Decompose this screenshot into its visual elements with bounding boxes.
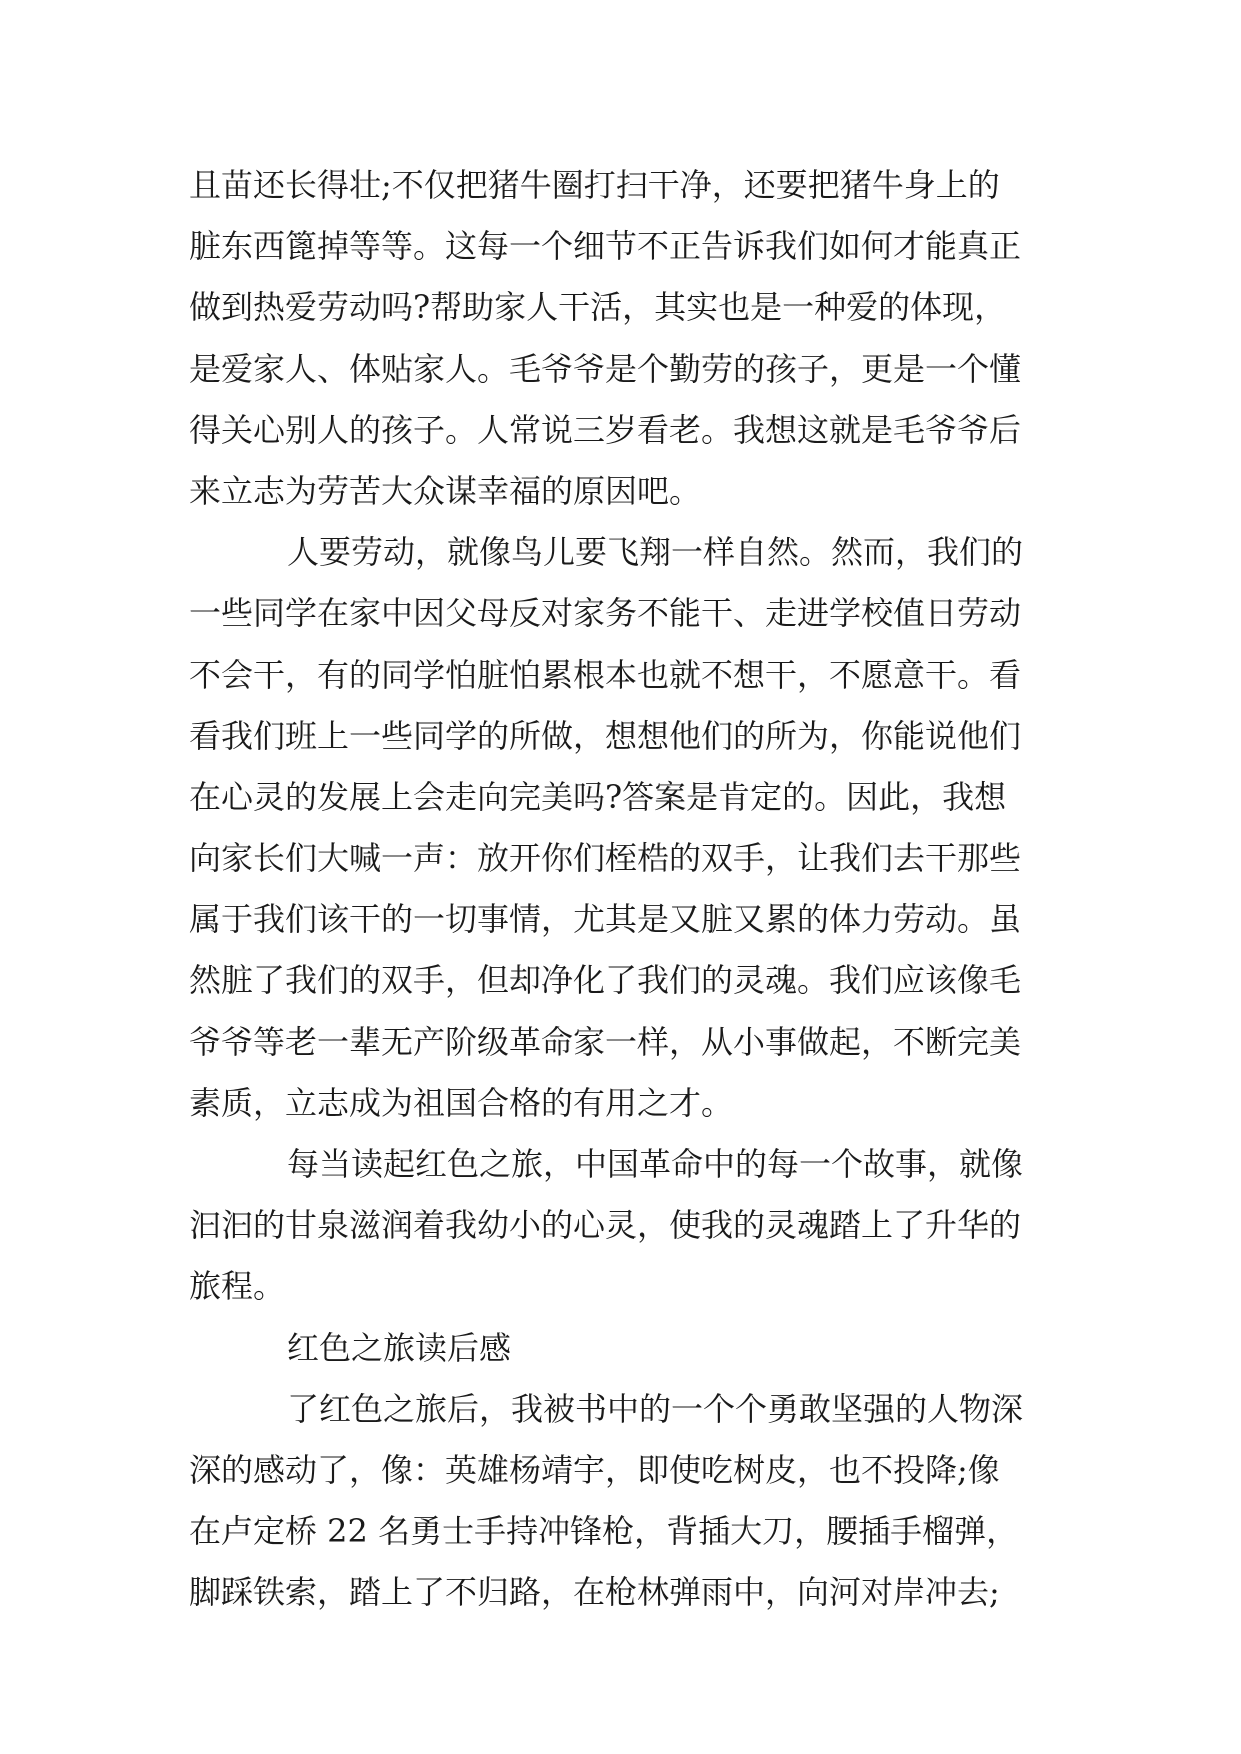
text-line: 爷爷等老一辈无产阶级革命家一样，从小事做起，不断完美	[189, 1022, 1022, 1061]
paragraph-first-line: 了红色之旅后，我被书中的一个个勇敢坚强的人物深	[287, 1389, 1024, 1428]
text-line: 看我们班上一些同学的所做，想想他们的所为，你能说他们	[189, 716, 1022, 755]
text-line: 在卢定桥 22 名勇士手持冲锋枪，背插大刀，腰插手榴弹，	[189, 1512, 1019, 1551]
text-line: 脚踩铁索，踏上了不归路，在枪林弹雨中，向河对岸冲去;	[189, 1573, 1000, 1612]
text-line: 汩汩的甘泉滋润着我幼小的心灵，使我的灵魂踏上了升华的	[189, 1206, 1022, 1245]
paragraph-first-line: 红色之旅读后感	[287, 1328, 512, 1367]
text-line: 不会干，有的同学怕脏怕累根本也就不想干，不愿意干。看	[189, 655, 1022, 694]
text-line: 然脏了我们的双手，但却净化了我们的灵魂。我们应该像毛	[189, 961, 1022, 1000]
text-line: 得关心别人的孩子。人常说三岁看老。我想这就是毛爷爷后	[189, 410, 1022, 449]
text-line: 在心灵的发展上会走向完美吗?答案是肯定的。因此，我想	[189, 777, 1007, 816]
text-line: 属于我们该干的一切事情，尤其是又脏又累的体力劳动。虽	[189, 900, 1022, 939]
text-line: 来立志为劳苦大众谋幸福的原因吧。	[189, 471, 702, 510]
text-line: 旅程。	[189, 1267, 286, 1306]
text-line: 做到热爱劳动吗?帮助家人干活，其实也是一种爱的体现，	[189, 288, 1007, 327]
text-line: 深的感动了，像：英雄杨靖宇，即使吃树皮，也不投降;像	[189, 1450, 1000, 1489]
text-line: 素质，立志成为祖国合格的有用之才。	[189, 1083, 734, 1122]
text-line: 一些同学在家中因父母反对家务不能干、走进学校值日劳动	[189, 594, 1022, 633]
document-body	[189, 155, 1059, 1624]
paragraph-first-line: 人要劳动，就像鸟儿要飞翔一样自然。然而，我们的	[287, 533, 1024, 572]
text-line: 且苗还长得壮;不仅把猪牛圈打扫干净，还要把猪牛身上的	[189, 166, 1000, 204]
text-line: 脏东西篦掉等等。这每一个细节不正告诉我们如何才能真正	[189, 227, 1022, 266]
text-line: 是爱家人、体贴家人。毛爷爷是个勤劳的孩子，更是一个懂	[189, 349, 1022, 388]
paragraph-first-line: 每当读起红色之旅，中国革命中的每一个故事，就像	[287, 1145, 1024, 1183]
text-line: 向家长们大喊一声：放开你们桎梏的双手，让我们去干那些	[189, 839, 1022, 878]
